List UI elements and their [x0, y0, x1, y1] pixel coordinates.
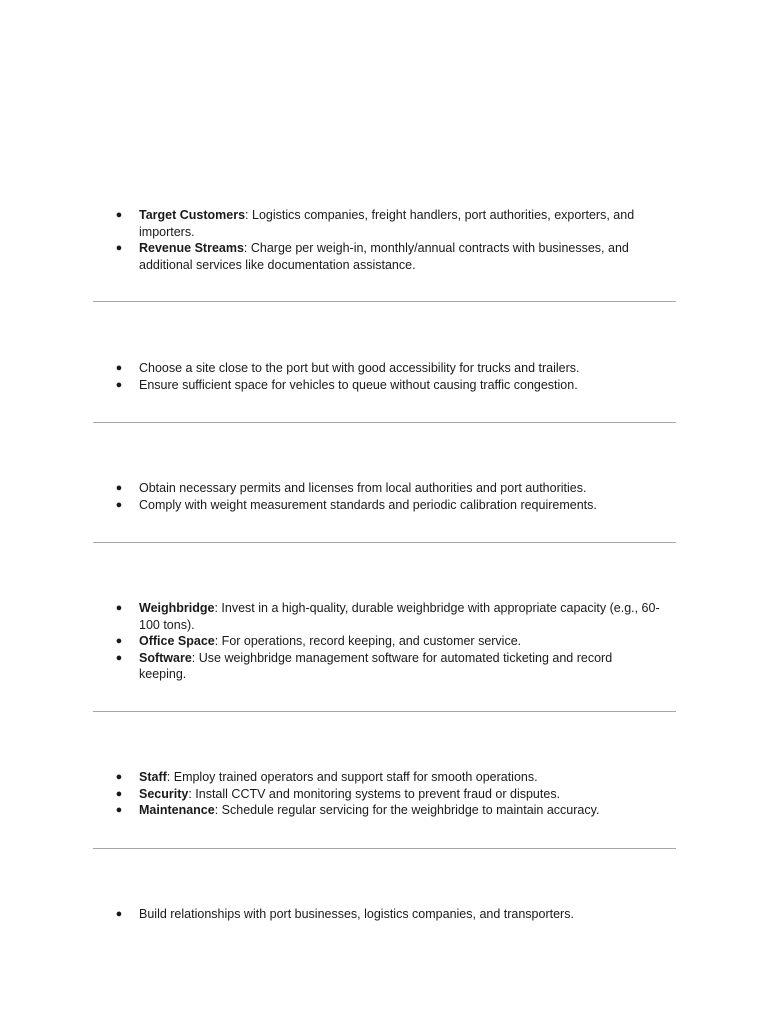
bullet-list	[115, 207, 660, 273]
list-item-term: Target Customers	[139, 208, 246, 222]
list-item	[115, 633, 660, 650]
list-item	[115, 360, 660, 377]
bullet-list	[115, 480, 660, 513]
list-item-text: Choose a site close to the port but with good accessibility for trucks and trailers.	[139, 361, 580, 375]
section-operations	[115, 769, 660, 819]
list-item-term: Office Space	[139, 634, 215, 648]
section-equipment	[115, 600, 660, 683]
bullet-icon: ●	[115, 242, 123, 254]
list-item	[115, 769, 660, 786]
bullet-icon: ●	[115, 651, 123, 664]
bullet-icon: ●	[115, 804, 123, 816]
horizontal-rule	[93, 301, 676, 302]
list-item-term: Weighbridge	[139, 601, 215, 615]
section-market-analysis	[115, 207, 660, 273]
list-item-term: Security	[139, 786, 189, 801]
list-item	[115, 802, 660, 819]
list-item-text: : Schedule regular servicing for the weighbridge to maintain accuracy.	[214, 803, 600, 817]
list-item	[115, 600, 660, 633]
section-marketing	[115, 906, 660, 923]
bullet-list	[115, 600, 660, 683]
list-item-term: Staff	[139, 770, 167, 784]
list-item	[115, 497, 660, 514]
bullet-icon: ●	[115, 378, 123, 391]
list-item-term: Software	[139, 650, 192, 665]
bullet-icon: ●	[115, 771, 123, 783]
list-item-text: Build relationships with port businesses, logistics companies, and transporters.	[139, 907, 574, 921]
list-item-text: Comply with weight measurement standards and periodic calibration requirements.	[139, 497, 597, 512]
list-item-term: Revenue Streams	[139, 241, 244, 255]
list-item-text: Obtain necessary permits and licenses from local authorities and port authorities.	[139, 481, 587, 495]
list-item-text: : Employ trained operators and support staff for smooth operations.	[166, 770, 538, 784]
list-item	[115, 377, 660, 394]
list-item-text: : Charge per weigh-in, monthly/annual contracts with businesses, and additional services like documentation assistance.	[139, 241, 629, 272]
section-location	[115, 360, 660, 393]
bullet-icon: ●	[115, 908, 123, 920]
bullet-icon: ●	[115, 602, 123, 614]
list-item	[115, 906, 660, 923]
list-item-text: : Install CCTV and monitoring systems to prevent fraud or disputes.	[188, 786, 561, 801]
bullet-list	[115, 769, 660, 819]
section-legal	[115, 480, 660, 513]
list-item-term: Maintenance	[139, 803, 215, 817]
horizontal-rule	[93, 422, 676, 423]
bullet-icon: ●	[115, 787, 123, 800]
list-item	[115, 650, 660, 683]
list-item-text: : Use weighbridge management software for automated ticketing and record keeping.	[139, 650, 613, 681]
list-item	[115, 240, 660, 273]
list-item	[115, 786, 660, 803]
bullet-icon: ●	[115, 362, 123, 374]
bullet-icon: ●	[115, 209, 123, 221]
list-item-text: : Logistics companies, freight handlers, port authorities, exporters, and importers.	[139, 208, 635, 239]
bullet-list	[115, 360, 660, 393]
horizontal-rule	[93, 711, 676, 712]
list-item-text: Ensure sufficient space for vehicles to queue without causing traffic congestion.	[139, 377, 578, 392]
list-item-text: : Invest in a high-quality, durable weighbridge with appropriate capacity (e.g., 60-100 tons).	[139, 601, 660, 632]
bullet-list	[115, 906, 660, 923]
horizontal-rule	[93, 542, 676, 543]
bullet-icon: ●	[115, 498, 123, 511]
list-item	[115, 480, 660, 497]
horizontal-rule	[93, 848, 676, 849]
list-item-text: : For operations, record keeping, and customer service.	[214, 634, 522, 648]
bullet-icon: ●	[115, 482, 123, 494]
list-item	[115, 207, 660, 240]
bullet-icon: ●	[115, 635, 123, 647]
